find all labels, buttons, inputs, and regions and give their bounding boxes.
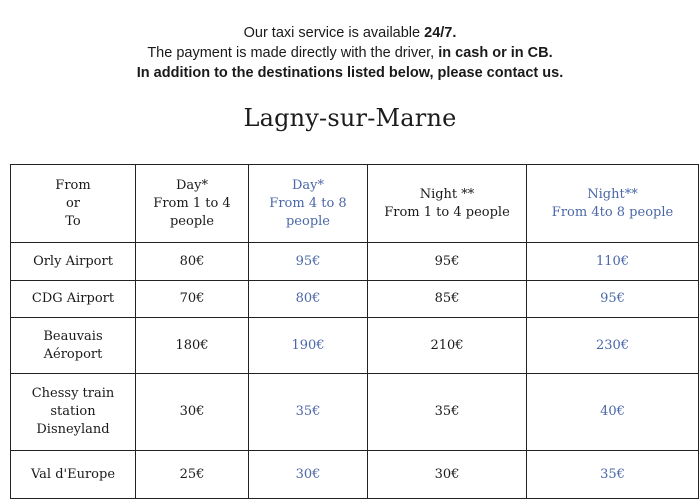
intro-text xyxy=(0,23,700,83)
header-day-4-8: Day* From 4 to 8 people xyxy=(249,165,368,243)
price-night-1-4: 35€ xyxy=(368,374,527,451)
table-row xyxy=(11,281,699,318)
header-day-1-4: Day* From 1 to 4 people xyxy=(136,165,249,243)
destination-cell: Orly Airport xyxy=(11,243,136,281)
price-day-4-8: 80€ xyxy=(249,281,368,318)
price-day-1-4: 70€ xyxy=(136,281,249,318)
rates-table xyxy=(10,164,699,499)
intro-line-payment xyxy=(0,43,700,63)
intro-line-availability xyxy=(0,23,700,43)
price-day-4-8: 30€ xyxy=(249,451,368,499)
contact-note: In addition to the destinations listed below, please contact us. xyxy=(136,65,564,81)
price-day-1-4: 30€ xyxy=(136,374,249,451)
destination-cell: Beauvais Aéroport xyxy=(11,318,136,374)
header-night-1-4: Night ** From 1 to 4 people xyxy=(368,165,527,243)
table-row xyxy=(11,451,699,499)
table-row xyxy=(11,374,699,451)
table-row xyxy=(11,318,699,374)
destination-cell: Chessy train station Disneyland xyxy=(11,374,136,451)
price-night-1-4: 95€ xyxy=(368,243,527,281)
header-from-to: From or To xyxy=(11,165,136,243)
price-night-4-8: 230€ xyxy=(527,318,699,374)
price-night-4-8: 35€ xyxy=(527,451,699,499)
price-day-1-4: 80€ xyxy=(136,243,249,281)
price-day-1-4: 180€ xyxy=(136,318,249,374)
city-title: Lagny-sur-Marne xyxy=(243,104,457,132)
price-night-1-4: 30€ xyxy=(368,451,527,499)
price-day-1-4: 25€ xyxy=(136,451,249,499)
intro-line-contact xyxy=(0,63,700,83)
destination-cell: Val d'Europe xyxy=(11,451,136,499)
destination-cell: CDG Airport xyxy=(11,281,136,318)
price-day-4-8: 95€ xyxy=(249,243,368,281)
price-night-4-8: 110€ xyxy=(527,243,699,281)
availability-text: Our taxi service is available xyxy=(243,25,425,41)
payment-text: The payment is made directly with the driver, xyxy=(147,45,439,61)
header-night-4-8: Night** From 4to 8 people xyxy=(527,165,699,243)
price-night-4-8: 40€ xyxy=(527,374,699,451)
price-night-1-4: 210€ xyxy=(368,318,527,374)
table-row xyxy=(11,243,699,281)
payment-methods: in cash or in CB. xyxy=(438,45,553,61)
price-day-4-8: 35€ xyxy=(249,374,368,451)
table-header-row xyxy=(11,165,699,243)
availability-hours: 24/7. xyxy=(424,25,457,41)
price-night-4-8: 95€ xyxy=(527,281,699,318)
price-night-1-4: 85€ xyxy=(368,281,527,318)
price-day-4-8: 190€ xyxy=(249,318,368,374)
